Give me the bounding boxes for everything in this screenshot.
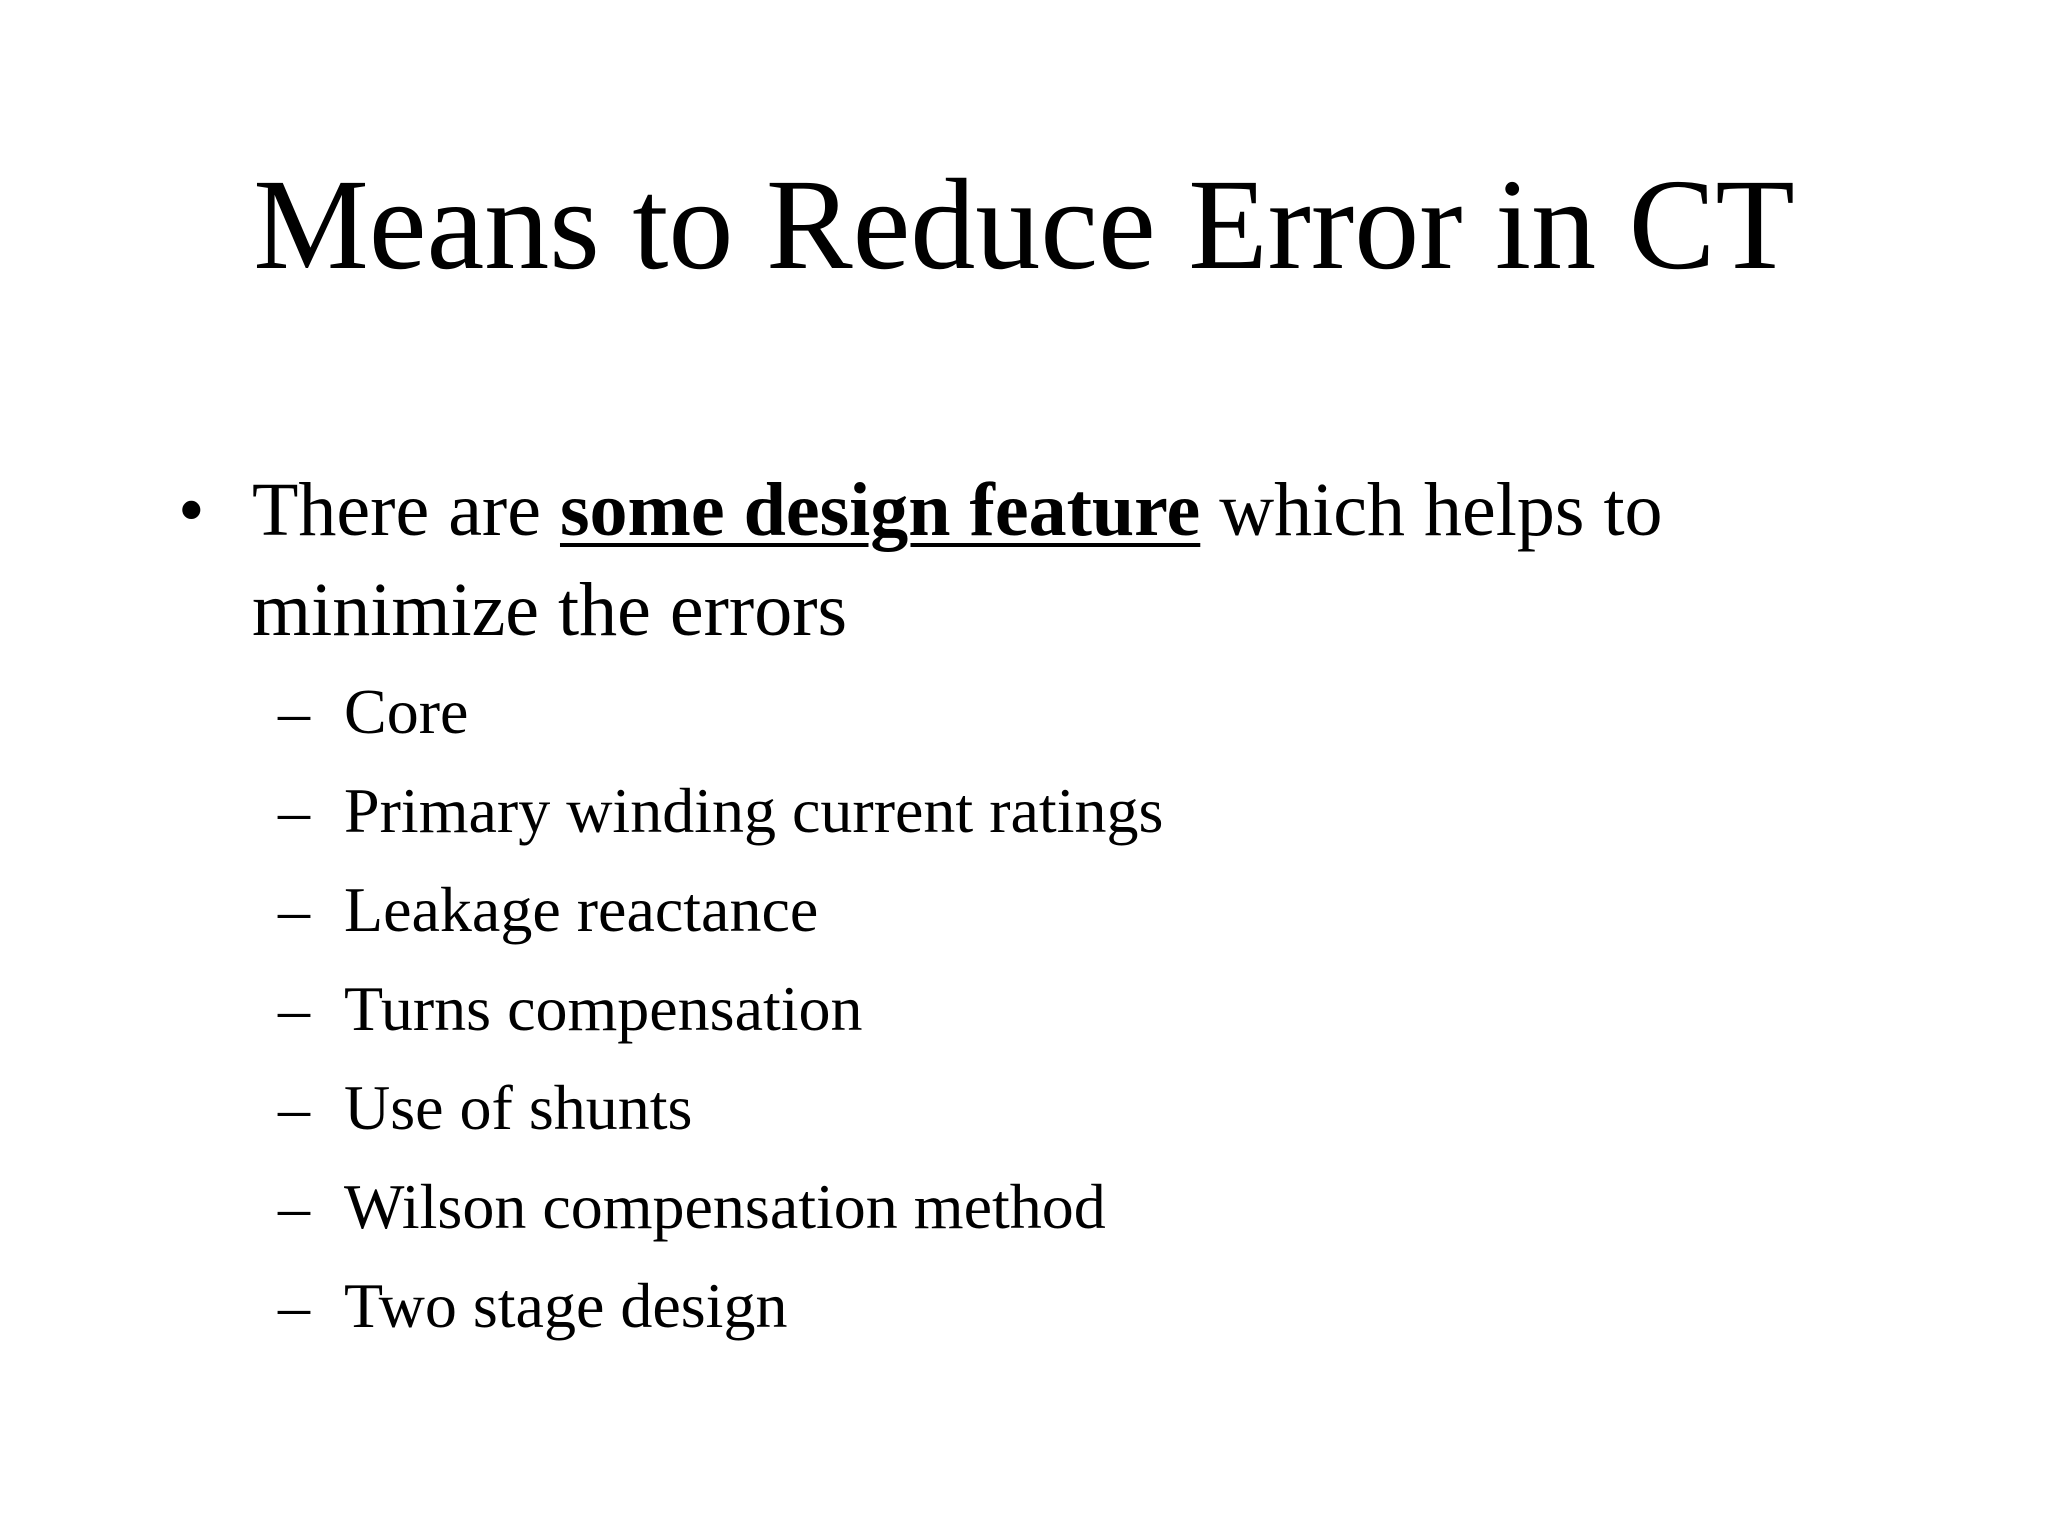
dash-marker: –: [278, 676, 310, 747]
main-bullet-text: [252, 460, 1892, 660]
dash-marker: –: [278, 1072, 310, 1143]
sub-item-label: Leakage reactance: [344, 874, 819, 945]
bullet-text-after: which helps to minimize the errors: [252, 468, 1663, 652]
sub-item-label: Use of shunts: [344, 1072, 693, 1143]
bullet-emphasis: some design feature: [559, 468, 1201, 552]
sub-item-label: Two stage design: [344, 1270, 788, 1341]
slide-title: Means to Reduce Error in CT: [253, 153, 1795, 297]
bullet-text-before: There are: [252, 468, 560, 552]
sub-item-label: Core: [344, 676, 469, 747]
dash-marker: –: [278, 1171, 310, 1242]
bullet-marker: •: [178, 468, 205, 552]
dash-marker: –: [278, 775, 310, 846]
sub-item-label: Primary winding current ratings: [344, 775, 1164, 846]
dash-marker: –: [278, 1270, 310, 1341]
sub-item-label: Wilson compensation method: [344, 1171, 1106, 1242]
dash-marker: –: [278, 973, 310, 1044]
sub-item-label: Turns compensation: [344, 973, 863, 1044]
dash-marker: –: [278, 874, 310, 945]
